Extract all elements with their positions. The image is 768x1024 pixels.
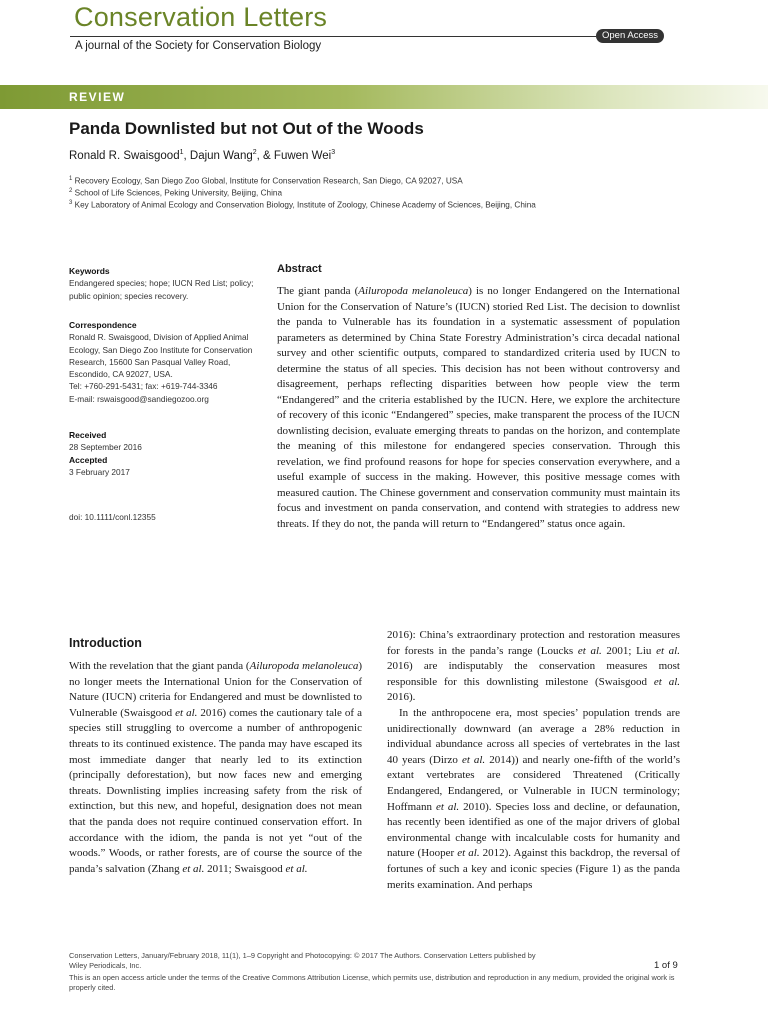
- introduction-left-column: [69, 659, 362, 877]
- affiliation: [69, 200, 536, 210]
- journal-subtitle: A journal of the Society for Conservation Biology: [75, 40, 322, 52]
- affiliation: [69, 188, 282, 198]
- abstract-heading: Abstract: [277, 263, 322, 275]
- abstract-text-part: The giant panda (: [277, 285, 359, 297]
- received-heading: Received: [69, 430, 107, 440]
- journal-title[interactable]: Conservation Letters: [74, 2, 328, 32]
- author-affiliation-mark: 1: [179, 149, 184, 156]
- author-name[interactable]: Dajun Wang: [189, 149, 253, 162]
- citation-etal: et al.: [653, 675, 680, 688]
- species-name: Ailuropoda melanoleuca: [358, 285, 469, 297]
- doi-link[interactable]: doi: 10.1111/conl.12355: [69, 512, 156, 522]
- author-name[interactable]: Ronald R. Swaisgood: [69, 149, 180, 162]
- citation-etal: et al.: [656, 644, 680, 657]
- header-rule: [70, 36, 596, 37]
- body-text: In the anthropocene era, most species’ population trends are unidirectionally downward (an average a 28% reduction in individual abundance across all species of vertebrates in the last 40 years (Dirzo: [387, 706, 680, 766]
- author-affiliation-mark: 3: [331, 149, 336, 156]
- footer-publisher-line: Wiley Periodicals, Inc.: [69, 960, 142, 970]
- affiliation-text: School of Life Sciences, Peking University, Beijing, China: [74, 188, 282, 198]
- body-text: With the revelation that the giant panda (: [69, 660, 250, 672]
- citation-etal: et al.: [577, 644, 602, 657]
- keywords-text: Endangered species; hope; IUCN Red List; policy; public opinion; species recovery.: [69, 278, 254, 301]
- species-name: Ailuropoda melanoleuca: [249, 660, 359, 672]
- footer-citation: [69, 951, 669, 971]
- footer-citation-line: Conservation Letters, January/February 2018, 11(1), 1–9 Copyright and Photocopying: © 2017 The Authors. Conservation Letters published by: [69, 951, 536, 960]
- citation-etal: et al.: [182, 862, 205, 875]
- affiliation-number: 1: [69, 176, 73, 182]
- affiliation-number: 2: [69, 188, 73, 194]
- author-name[interactable]: Fuwen Wei: [273, 149, 332, 162]
- citation-etal: et al.: [435, 800, 460, 813]
- body-text: 2011; Swaisgood: [204, 862, 286, 875]
- correspondence-address: Ronald R. Swaisgood, Division of Applied Animal Ecology, San Diego Zoo Institute for Conservation Research, 15600 San Pasqual Valley Road, Escondido, CA 92027, USA.: [69, 332, 253, 380]
- body-text: 2014)) and nearly one-fifth of the world’s extant vertebrates are considered Threatened (Critically Endangered, Endangered, or Vulnerable in IUCN terminology; Hoffmann: [387, 753, 680, 813]
- abstract-text-part: ) is no longer Endangered on the International Union for the Conservation of Nature’s (IUCN) storied Red List. The decision to downlist the panda to Vulnerable has its foundation in a systematic assessment of population parameters as determined by China State Forestry Administration’s circa decadal national survey and other scientific outputs, compared to standardized criteria used by IUCN to determine the status of all species. This decision has not been without controversy and disagreement, perhaps reflecting disparities between how people view the term “Endangered” and the criteria established by the IUCN. Here, we explore the architecture of recovery of this iconic “Endangered” species, make transparent the process of the IUCN downlisting decision, evaluate emerging threats to pandas on the horizon, and contemplate the meaning of this milestone for endangered species conservation. Through this revelation, we find profound reasons for hope for species conservation everywhere, and a useful example of success in the making. However, this positive message comes with measured caution. The Chinese government and conservation community must maintain its focus and investment on panda conservation, and contend with strategies to address new threats. If they do not, the panda will return to “Endangered” status once again.: [277, 285, 680, 530]
- introduction-right-column: [387, 628, 680, 893]
- keywords-heading: Keywords: [69, 266, 110, 276]
- author-affiliation-mark: 2: [252, 149, 257, 156]
- correspondence-block: [69, 319, 269, 405]
- footer-license: This is an open access article under the terms of the Creative Commons Attribution License, which permits use, distribution and reproduction in any medium, provided the original work is properly cited.: [69, 973, 675, 992]
- correspondence-phone: Tel: +760-291-5431; fax: +619-744-3346: [69, 381, 218, 392]
- correspondence-heading: Correspondence: [69, 320, 137, 330]
- citation-etal: et al.: [175, 706, 198, 719]
- author-separator: ,: [183, 149, 190, 162]
- affiliation-text: Recovery Ecology, San Diego Zoo Global, Institute for Conservation Research, San Diego, CA 92027, USA: [74, 176, 463, 186]
- accepted-date: 3 February 2017: [69, 466, 130, 477]
- body-text: 2016) are indisputably the conservation measures most responsible for this downlisting milestone (Swaisgood: [387, 660, 680, 688]
- body-text: 2016).: [387, 691, 416, 704]
- body-text: 2012). Against this backdrop, the reversal of fortunes of such a key and iconic species (Figure 1) as the panda merits examination. And perhaps: [387, 847, 681, 891]
- section-label: REVIEW: [69, 90, 126, 104]
- affiliation-number: 3: [69, 200, 73, 206]
- body-text: 2010). Species loss and decline, or defaunation, has recently been identified as one of the major drivers of global environmental change with incalculable costs for humanity and nature (Hooper: [387, 800, 681, 860]
- abstract-text: [277, 284, 680, 532]
- citation-etal: et al.: [457, 847, 480, 860]
- doi-block: [69, 511, 269, 523]
- keywords-block: [69, 265, 269, 302]
- article-title: Panda Downlisted but not Out of the Woods: [69, 119, 424, 138]
- received-date: 28 September 2016: [69, 442, 142, 453]
- affiliation: [69, 176, 463, 186]
- body-text: 2016): China’s extraordinary protection and restoration measures for forests in the panda’s range (Loucks: [387, 629, 680, 657]
- accepted-heading: Accepted: [69, 454, 108, 465]
- dates-block: [69, 429, 269, 478]
- introduction-heading: Introduction: [69, 636, 142, 650]
- body-text: 2001; Liu: [601, 644, 657, 657]
- open-access-badge: Open Access: [596, 29, 664, 43]
- author-separator: , &: [256, 149, 274, 162]
- correspondence-email[interactable]: E-mail: rswaisgood@sandiegozoo.org: [69, 393, 209, 404]
- author-list: [69, 149, 335, 162]
- citation-etal: et al.: [461, 753, 486, 766]
- body-paragraph: [387, 706, 680, 893]
- citation-etal: et al.: [285, 862, 308, 875]
- affiliation-text: Key Laboratory of Animal Ecology and Conservation Biology, Institute of Zoology, Chinese Academy of Sciences, Beijing, China: [74, 200, 536, 210]
- page-number: 1 of 9: [654, 960, 678, 971]
- body-paragraph: [387, 628, 680, 706]
- body-text: 2016) comes the cautionary tale of a species still struggling to overcome a number of anthropogenic threats to its continued existence. The panda may have escaped its most immediate danger that nearly led to its extinction (principally deforestation), but now faces new and emerging threats. Downlisting implies increasing safety from the risk of extinction, but this new, and hopeful, designation does not mean that the panda does not require continued conservation effort. In accordance with the idiom, the panda is not yet “out of the woods.” Woods, or rather forests, are of course the source of the panda’s salvation (Zhang: [69, 706, 362, 875]
- body-text: ) no longer meets the International Union for the Conservation of Nature (IUCN) criteria for Endangered and must be downlisted to Vulnerable (Swaisgood: [69, 660, 362, 719]
